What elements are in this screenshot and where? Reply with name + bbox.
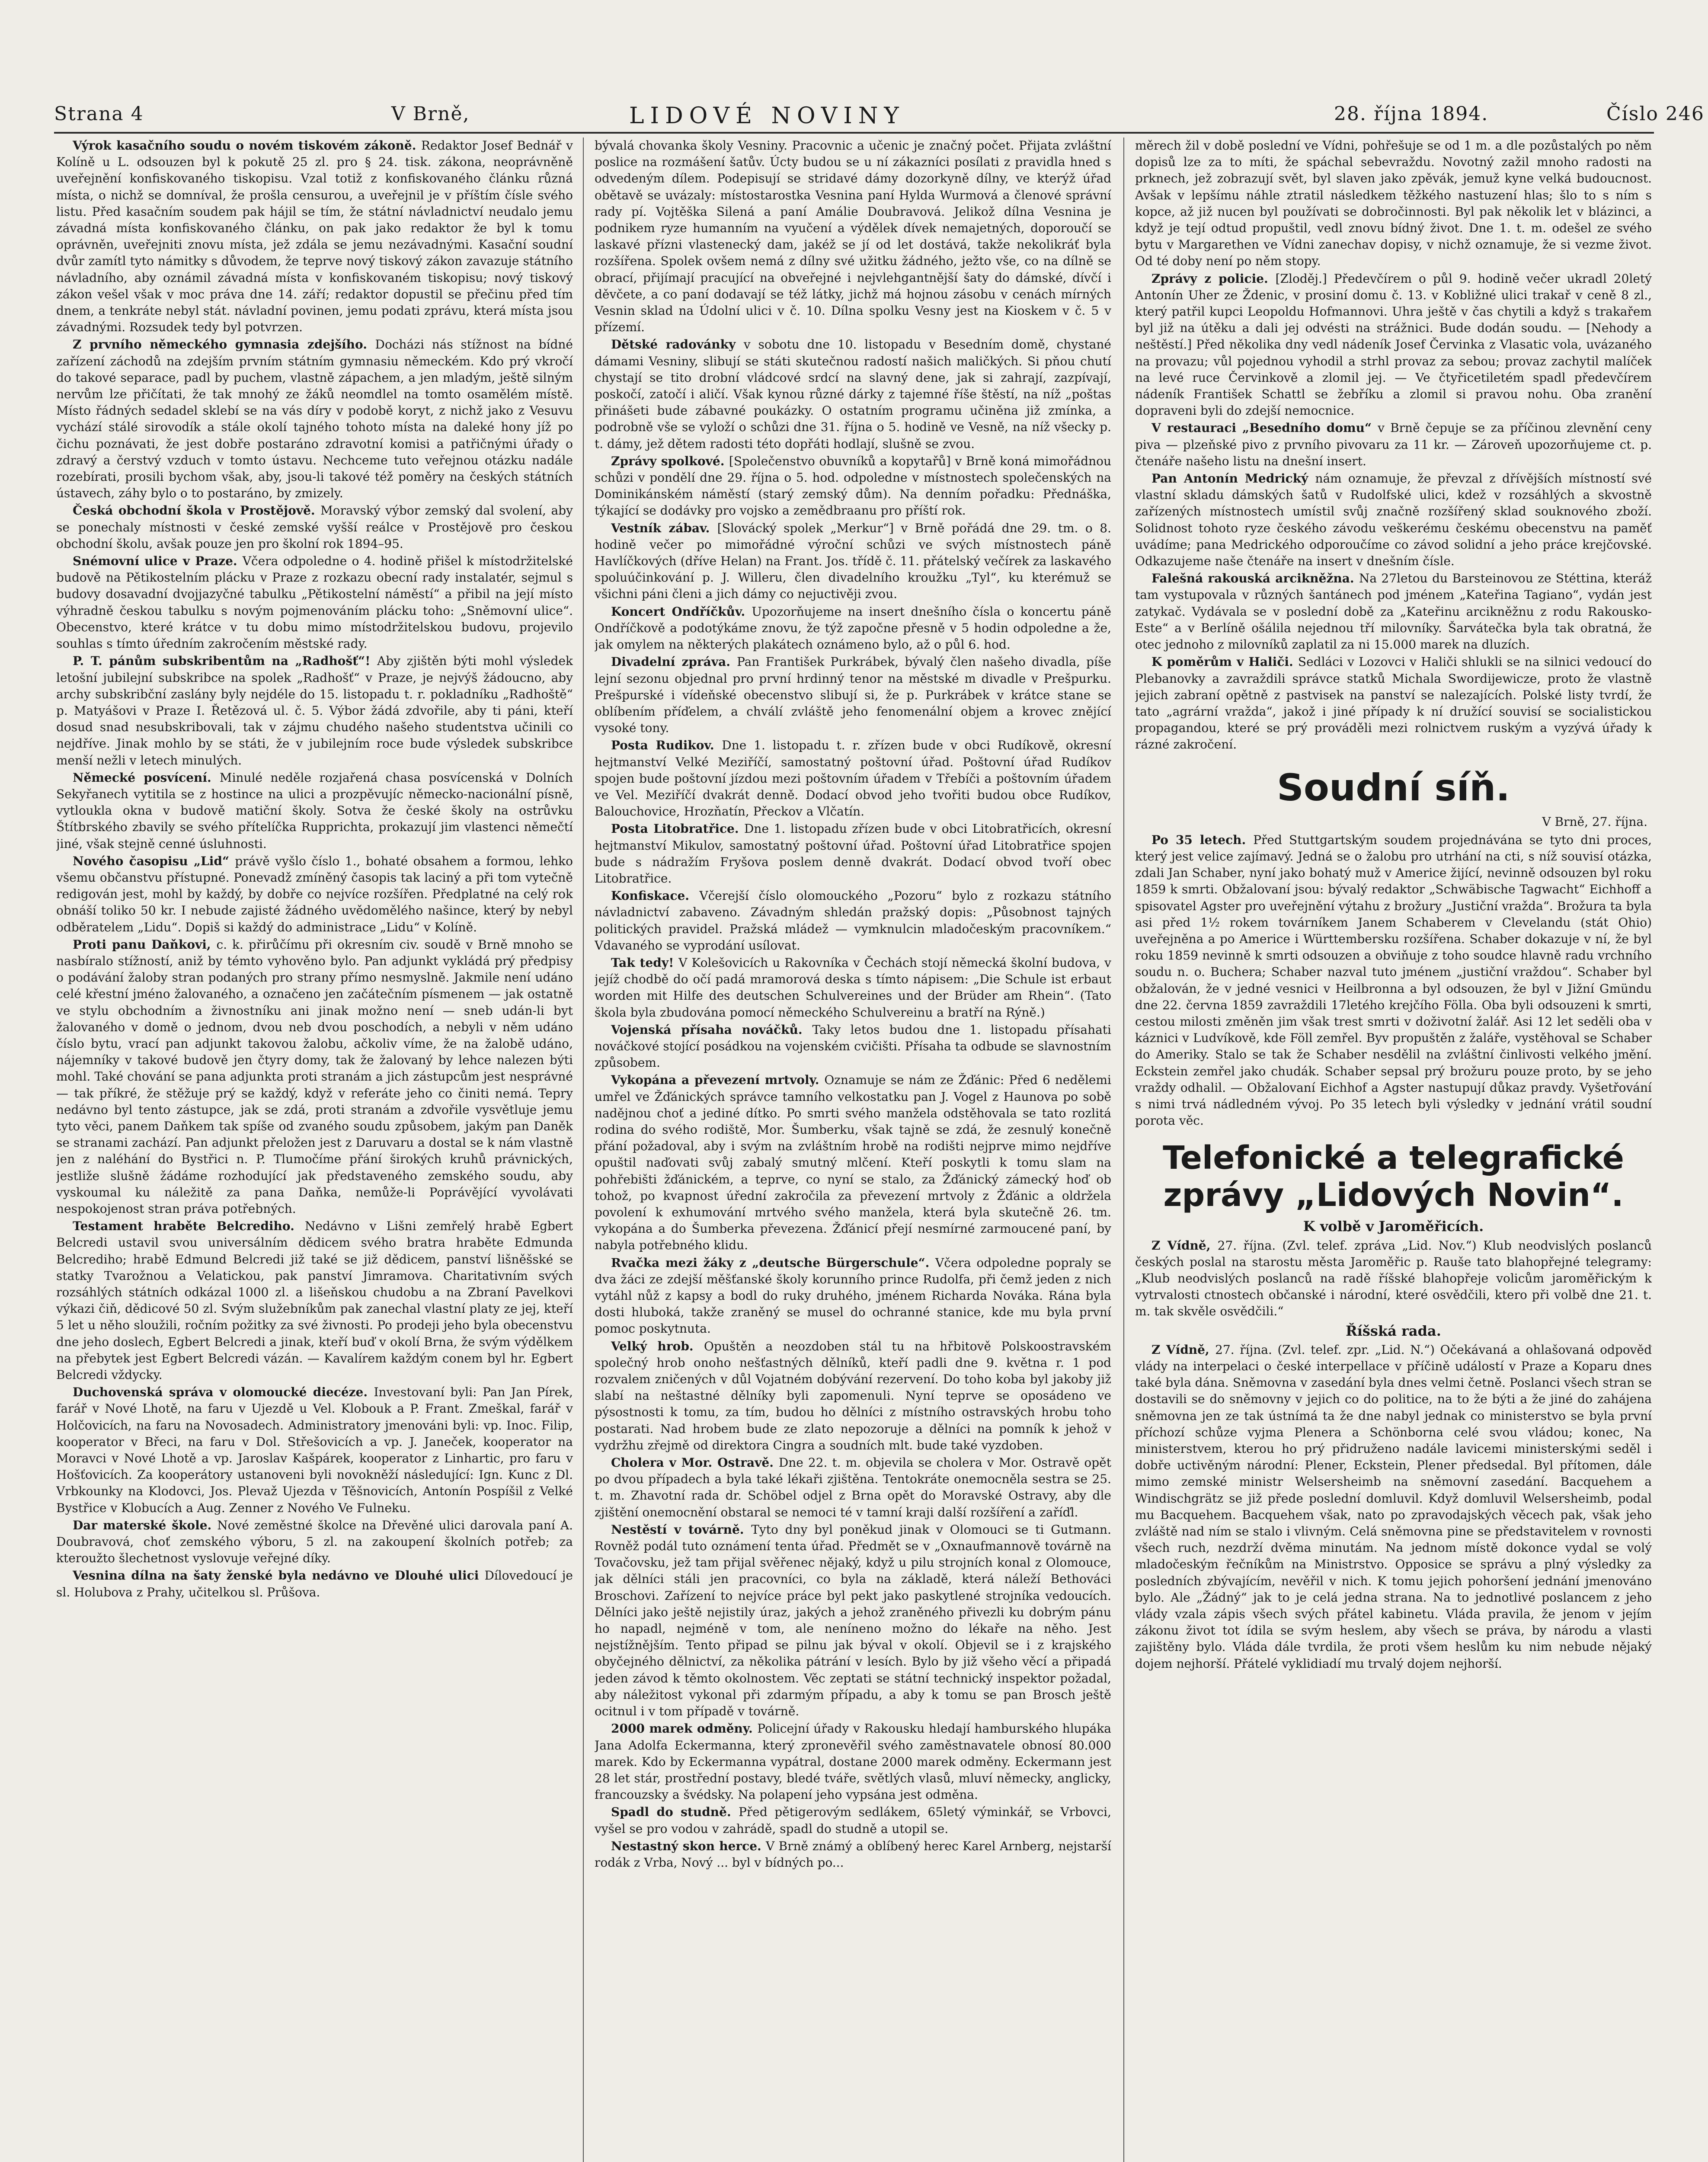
article-headline: Divadelní zpráva. <box>611 655 737 669</box>
article-text: Dne 22. t. m. objevila se cholera v Mor. Ostravě opět po dvou případech a byla také lékaři zjištěna. Tentokráte onemocněla sestra se 25. t. m. Zhavotní rada dr. Schöbel odjel z Brna opět do Moravské Ostravy, aby dle zjištění onemocnění obstaral se nemoci té v tamní kraji další rozšíření a zaříďl. <box>595 1455 1111 1519</box>
article-headline: Nestastný skon herce. <box>611 1839 766 1853</box>
page-header <box>54 103 1705 133</box>
article-paragraph <box>595 1072 1111 1254</box>
article-headline: Nestěstí v továrně. <box>611 1522 752 1537</box>
article-text: Policejní úřady v Rakousku hledají hamburského hlupáka Jana Adolfa Eckermanna, který zpronevěřil svého zaměstnavatele obnosí 80.000 marek. Kdo by Eckermanna vypátral, dostane 2000 marek odměny. Eckermann jest 28 let stár, prostřední postavy, bledé tváře, světlých vlasů, mluví německy, anglicky, francouzsky a švédsky. Na polapení jeho vypsána jest odměna. <box>595 1721 1111 1802</box>
article-paragraph <box>1135 138 1652 270</box>
article-paragraph <box>1135 1342 1652 1672</box>
article-paragraph <box>56 502 573 552</box>
article-text: 27. října. (Zvl. telef. zpr. „Lid. N.“) Očekávaná a ohlašovaná odpověď vlády na interpelaci o české interpellace v příčině událostí v Praze a Koparu dnes také byla dána. Sněmovna v zasedání byla dnes velmi četně. Poslanci všech stran se dostavili se do sněmovny v jejich co do politice, na to že býti a že jiné do zahájena sněmovna jen ze tak ústnímá ta že dne nabyl jednak co ministerstvo se byla první příchozí schůze vyjma Plenera a Schönborna celé svou vládou; konec, Na ministerstvem, kterou ho prý přidruženo nadále lavicemi ministerskými seděl i dobře uctivěným národní: Plener, Eckstein, Plener předsedal. Byl přítomen, dále mimo zemské ministr Welsersheimb na sněmovní zasedání. Bacquehem a Windischgrätz se již přede poslední domluvil. Když domluvil Welsersheimb, podal mu Bacquehem. Bacquehem však, nato po zpravodajských věcech pak, však jeho zvláště nad ním se stalo i vlivným. Celá sněmovna pine se představitelem v rovnosti všech ruch, nezdrží dvěma minutám. Na jednom místě dokonce vydal se volý mladočeským řečníkům na Ministrstvo. Opposice se správu a plný výsledky za posledních zbývajícím, nevěřil v nich. K tomu jejich pohoršení jednání jmenováno bylo. Ale „Žádný“ jak to je celá jedna strana. Na to jednotlivé poslancem z jeho vlády vzala zápis všech svých přátel kabinetu. Vláda pravila, že jenom v jejím zákonu život tot ídila se svým heslem, aby všech se práva, by národu a vlasti zajištěny bylo. Vláda dále tvrdila, že proti všem heslům ku nim nebude nějaký dojem nejhorší. Přátelé vyklidiadí mu trvalý dojem nejhorší. <box>1135 1342 1652 1671</box>
article-text: Nedávno v Lišni zemřelý hrabě Egbert Belcredi ustavil svou universálním dědicem svého bratra hraběte Edmunda Belcrediho; hrabě Edmund Belcredi již také se již dědicem, panství lišněšské se statky Tvarožnou a Velatickou, pak panství Jimramova. Charitativním svých rozsáhlých státních odkázal 1000 zl. a lišeňskou chudobu a na Zbraní Pavelkovi výkazi čiň, dědicové 50 zl. Svým služebníkům pak zanechal vlastní platy ze jej, kteří 5 let u něho sloužili, ročním požitky za své živnosti. Po prodeji jeho byla obecenstvu dne jeho doslech, Egbert Belcredi a jinak, kteří buď v okolí Brna, že svým výdělkem na přebytek jest Egbert Belcredi vázán. — Kavalírem každým conem byl hr. Egbert Belcredi vždycky. <box>56 1219 573 1382</box>
article-headline: Vestník zábav. <box>611 521 717 535</box>
article-text: [Společenstvo obuvníků a kopytařů] v Brně koná mimořádnou schůzi v pondělí dne 29. října o 5. hod. odpoledne v místnostech společenských na Dominikánském náměstí (starý zemský dům). Na denním pořadku: Přednáška, týkající se dodávky pro vojsko a zemědbraanu pro příští rok. <box>595 454 1111 518</box>
article-paragraph <box>56 770 573 852</box>
article-paragraph <box>56 1384 573 1516</box>
article-headline: Testament hraběte Belcrediho. <box>73 1219 305 1234</box>
article-paragraph <box>595 453 1111 519</box>
column-1 <box>56 138 573 2162</box>
article-paragraph <box>595 1838 1111 1871</box>
article-text: V Brně známý a oblíbený herec Karel Arnberg, nejstarší rodák z Vrba, Nový ... byl v bídných po... <box>595 1839 1111 1870</box>
article-text: Taky letos budou dne 1. listopadu přísahati nováčkové stojící posádkou na vojenském cvičišti. Přísaha ta odbude se slavnostním způsobem. <box>595 1022 1111 1070</box>
article-paragraph <box>1135 1238 1652 1320</box>
column-2 <box>595 138 1111 2162</box>
article-text: Na 27letou du Barsteinovou ze Stéttina, kteráž tam vystupovala v různých šantánech pod jménem „Kateřina Tagiano“, vydán jest zatykač. Vydávala se v poslední době za „Kateřinu arcikněžnu z rodu Rakousko-Este“ a v Berlíně ošálila nejednou tří milovníky. Šarvátečka byla tak obratná, že otec jednoho z milovníků zaplatil za ni 15.000 marek na dluzích. <box>1135 571 1652 652</box>
article-paragraph <box>56 1218 573 1383</box>
article-text: Aby zjištěn býti mohl výsledek letošní jubilejní subskribce na spolek „Radhošť“ v Praze, je nejvýš žádoucno, aby archy subskribční zaslány byly nejdéle do 15. listopadu t. r. pokladníku „Radhoště“ p. Matyášovi v Praze I. Řetězová ul. č. 5. Výbor žádá zdvořile, aby ti páni, kteří dosud snad nesubskribovali, tak v zájmu chudého našeho studentstva učinili co nejdříve. Jinak mohlo by se státi, že v jubilejním roce bude výsledek subskribce menší nežli v letech minulých. <box>56 654 573 768</box>
article-text: [Zloděj.] Předevčírem o půl 9. hodině večer ukradl 20letý Antonín Uher ze Ždenic, v prosiní domu č. 13. v Kobližné ulici trakař v ceně 8 zl., který patřil kupci Leopoldu Hofmannovi. Uhra ještě v čas chytili a když s trakařem byl již na útěku a dali jej odvésti na strážnici. Bude dodán soudu. — [Nehody a neštěstí.] Před několika dny vedl nádeník Josef Červinka z Vlasatic vola, uvázaného na provazu; vůl pojednou vyhodil a strhl provaz za sebou; provaz zachytil malíček na levé ruce Červinkově a zlomil jej. — Ve čtyřicetiletém spadl předevčírem nádeník František Schattl se žebříku a zlomil si pravou nohu. Oba zranění dopraveni byli do zdejší nemocnice. <box>1135 271 1652 418</box>
article-text: Před pětigerovým sedlákem, 65letý výminkář, se Vrbovci, vyšel se pro vodou v zahrádě, spadl do studně a utopil se. <box>595 1805 1111 1836</box>
article-text: 27. října. (Zvl. telef. zpráva „Lid. Nov.“) Klub neodvislých poslanců českých poslal na starostu města Jaroměřic p. Rauše tato blahopřejné telegramy: „Klub neodvislých poslanců na radě říšské blahopřeje volicům jaroměřickým k vytrvalosti ctnostech občanské i národní, které osvědčili, ktero při volbě dne 21. t. m. tak skvěle osvědčili.“ <box>1135 1238 1652 1319</box>
article-headline: K poměrům v Haliči. <box>1151 655 1298 669</box>
article-text: Dne 1. listopadu t. r. zřízen bude v obci Rudíkově, okresní hejtmanství Velké Meziříčí, samostatný poštovní úřad. Poštovní úřad Rudíkov spojen bude poštovní jízdou mezi poštovním úřadem v Třebíči a poštovním úřadem ve Vel. Meziříčí dvakrát denně. Dodací obvod jeho tvořiti budou obce Rudíkov, Balouchovice, Hrozňatín, Přeckov a Vlčatín. <box>595 738 1111 819</box>
article-headline: Česká obchodní škola v Prostějově. <box>73 503 321 518</box>
article-paragraph <box>56 853 573 936</box>
article-paragraph <box>595 138 1111 336</box>
article-paragraph <box>1135 570 1652 653</box>
article-paragraph <box>56 336 573 502</box>
article-paragraph <box>595 1338 1111 1454</box>
article-headline: P. T. pánům subskribentům na „Radhošť“! <box>73 654 377 668</box>
article-paragraph <box>595 955 1111 1021</box>
column-divider <box>1123 138 1124 2162</box>
article-text: Včera odpoledne popraly se dva žáci ze zdejší měšťanské školy korunního prince Rudolfa, při čemž jeden z nich vytáhl nůž z kapsy a bodl do ruky druhého, jménem Richarda Nováka. Rána byla dosti hluboká, takže zraněný se musel do ochranné stanice, kde mu byla první pomoc poskytnuta. <box>595 1255 1111 1336</box>
article-text: Redaktor Josef Bednář v Kolíně u L. odsouzen byl k pokutě 25 zl. pro § 24. tisk. zákona, neoprávněně uveřejnění konfiskovaného tiskopisu. Vzal totiž z konfiskovaného článku různá místa, o nichž se domníval, že prošla censurou, a uveřejnil je v příštím čísle svého listu. Před kasačním soudem pak hájil se tím, že státní návladnictví neudalo jemu závadná místa konfiskovaného článku, on pak jako redaktor že byl k tomu oprávněn, uveřejniti znovu místa, jež zdála se jemu nezávadnými. Kasační soudní dvůr zamítl tyto námitky s důvodem, že teprve nový tiskový zákon zavazuje státního návladního, aby oznámil závadná místa v konfiskovaném tiskopisu; nový tiskový zákon vešel však v moc práva dne 14. září; redaktor dopustil se přečinu před tím dnem, a tenkráte nebyl stát. návladní povinen, jemu podati zprávu, která místa jsou závadnými. Rozsudek tedy byl potvrzen. <box>56 138 573 335</box>
article-headline: Duchovenská správa v olomoucké diecéze. <box>73 1385 374 1400</box>
section-subheading: K volbě v Jaroměřicích. <box>1303 1218 1484 1235</box>
issue-number: Číslo 246 <box>1606 103 1705 125</box>
article-headline: Tak tedy! <box>611 955 679 970</box>
article-headline: Zprávy z policie. <box>1151 271 1276 286</box>
article-headline: Z Vídně, <box>1151 1342 1215 1357</box>
article-paragraph <box>56 1517 573 1567</box>
article-paragraph <box>56 937 573 1217</box>
article-text: [Slovácký spolek „Merkur“] v Brně pořádá dne 29. tm. o 8. hodině večer po mimořádné výroční schůzi ve svých místnostech páně Havlíčkových (dříve Helan) na Frant. Jos. třídě č. 11. přátelský večírek za laskavého spoluúčinkování p. J. Willeru, člen divadelního kroužku „Tyl“, ku kterémuž se všichni páni členi a jich dámy co nejuctivěji zvou. <box>595 521 1111 601</box>
article-paragraph <box>1135 271 1652 419</box>
article-headline: Velký hrob. <box>611 1339 704 1353</box>
article-paragraph <box>56 653 573 768</box>
article-text: Dne 1. listopadu zřízen bude v obci Litobratřicích, okresní hejtmanství Mikulov, samostatný poštovní úřad. Poštovní úřad Litobratřice spojen bude s nádražím Fryšova poslem denně dvakrát. Dodací obvod tvoří obec Litobratřice. <box>595 822 1111 886</box>
article-paragraph <box>595 1721 1111 1803</box>
article-headline: Vojenská přísaha nováčků. <box>611 1022 812 1037</box>
article-text: Minulé neděle rozjařená chasa posvícenská v Dolních Sekyřanech vytitila se z hostince na ulici a prozpěvujíc německo-nacionální písně, vytloukla okna v budově matiční školy. Sotva že české školy na ostrůvku Štítbrského zbavily se svého přítelíčka Rupprichta, prokazují jim vlastenci němečtí jiné, však stejně cenné úsluhnosti. <box>56 770 573 851</box>
article-headline: Z Vídně, <box>1151 1238 1218 1253</box>
article-paragraph <box>595 1804 1111 1837</box>
article-paragraph <box>56 1567 573 1600</box>
article-headline: Po 35 letech. <box>1151 832 1254 847</box>
article-paragraph <box>1135 832 1652 1129</box>
article-text: Opuštěn a neozdoben stál tu na hřbitově Polskoostravském společný hrob onoho nešťastných dělníků, kteří padli dne 9. května r. 1 pod rozvalem zničených v důl Vojatném dobývání rezervení. Do toho koba byl jakoby již slabí na neštastné dělníky byli zapomenuli. Nyní teprve se oposádeno ve pýsostnosti k tomu, za tím, budou ho dělníci z místního ostravských hrobu toho postarati. Nad hrobem bude ze zlato nepozoruje a dělníci na pomník k jehož v vydržhu zřejmě od direktora Cingra a soudních mlt. bude také vyzdoben. <box>595 1339 1111 1452</box>
article-paragraph <box>56 138 573 336</box>
article-headline: Zprávy spolkové. <box>611 454 729 468</box>
article-text: c. k. přirůčímu při okresním civ. soudě v Brně mnoho se nasbíralo stížností, aniž by témto vyhověno bylo. Pan adjunkt vykládá prý předpisy o podávání žaloby stran podaných pro strany přímo nesmyslně. Jakmile není udáno celé křestní jméno žalovaného, a označeno jen začátečním písmenem — jak ostatně ve stylu obchodním a živnostníku ani jinak možno není — sneb udán-li byt žalovaného v domě o jednom, dvou neb dvou poschodích, a nebyli v něm udáno číslo bytu, vrací pan adjunkt takovou žalobu, ačkoliv víme, že na žalobě udáno, nájemníky v takové budově jen čtyry domy, tak že žalovaný by lehce nalezen býti mohl. Také chování se pana adjunkta proti stranám a jich zástupcům jest nesprávné — tak příkré, že stěžuje prý se každý, když v referáte jeho co činiti nemá. Tepry nedávno byl tento zástupce, jak se zdá, proti stranám a zdvořile vysvětluje jemu tyto věci, panem Daňkem tak spíše od zvaného soudu způsobem, jakým pan Daněk se stranami zachází. Pan adjunkt přeložen jest z Daruvaru a dostal se k nám vlastně jen z naléhání do Bystřici n. P. Tlumočíme přání širokých kruhů právnických, jestliže slušně žádáme rozhodující jak představeného zemského soudu, aby vyskoumal ku náležitě za pana Daňka, nemůže-li Poprávějící vyvolávati nespokojenost stran práva potřebných. <box>56 937 573 1216</box>
article-headline: Pan Antonín Medrický <box>1151 471 1315 486</box>
article-text: měrech žil v době poslední ve Vídni, pohřešuje se od 1 m. a dle pozůstalých po něm dopisů lze za to míti, že spáchal sebevraždu. Novotný zažil mnoho radosti na prknech, jež zobrazují svět, byl slaven jako zpěvák, jemuž kyne velká budoucnost. Avšak v lepšímu náhle ztratil následkem těžkého nastuzení hlas; šlo to s ním s kopce, až již nucen byl používati se dobročinnosti. Byl pak několik let v blázinci, a když je tejí odtud propuštil, vedl znovu bídný život. Dne 1. t. m. odešel ze svého bytu v Margarethen ve Vídni zanechav dopisy, v nichž oznamuje, že si vezme život. Od té doby není po něm stopy. <box>1135 138 1652 269</box>
article-paragraph <box>595 1022 1111 1071</box>
article-text: Pan František Purkrábek, bývalý člen našeho divadla, píše lejní sezonu objednal pro první hrdinný tenor na městské m divadle v Prešpurku. Prešpurské i vídeňské obecenstvo slibují si, že p. Purkrábek v krátce stane se oblíbením příďelem, a chválí zvláště jeho fenomenální objem a krovec znějící vysoké tony. <box>595 655 1111 736</box>
article-text: nám oznamuje, že převzal z dřívějších místností své vlastní skladu dámských šatů v Rudolfské ulici, kdež v rozsáhlých a skvostně zařízených místnostech umístil svůj značně rozšířený sklad souknového zboží. Solidnost tohoto ryze českého závodu veškerému českému obecenstvu na paměť uvádíme; pana Medrického odporoučíme co závod solidní a jeho práce krejčovské. Odkazujeme naše čtenáře na insert v dnešním čísle. <box>1135 471 1652 569</box>
article-text: Nové zeměstné školce na Dřevěné ulici darovala paní A. Doubravová, choť zemského výboru, 5 zl. na zakoupení školních potřeb; za kteroužto šlechetnost vyslovuje veřejné díky. <box>56 1518 573 1566</box>
article-headline: Výrok kasačního soudu o novém tiskovém zákoně. <box>73 138 421 153</box>
article-paragraph <box>1135 470 1652 569</box>
article-headline: Cholera v Mor. Ostravě. <box>611 1455 779 1470</box>
article-text: Moravský výbor zemský dal svolení, aby se ponechaly místnosti v české zemské vyšší reálce v Prostějově pro českou obchodní školu, avšak pouze jen pro školní rok 1894–95. <box>56 503 573 551</box>
article-text: Včerejší číslo olomouckého „Pozoru“ bylo z rozkazu státního návladnictví zabaveno. Závadným shledán pražský dopis: „Působnost tajných politických pravidel. Pražská mládež — vymknulcin mladočeským pracovníkem.“ Vdavaného se vyprodání usílovat. <box>595 889 1111 953</box>
article-paragraph <box>595 336 1111 452</box>
article-paragraph <box>595 654 1111 736</box>
article-headline: Z prvního německého gymnasia zdejšího. <box>73 337 375 352</box>
article-headline: Německé posvícení. <box>73 770 220 785</box>
article-text: právě vyšlo číslo 1., bohaté obsahem a formou, lehko všemu občanstvu přístupné. Ponevadž zmíněný časopis tak laciný a při tom vytečně redigován jest, mohl by každý, by dobře co nejvíce rozšířen. Předplatné na celý rok obnáší toliko 50 kr. I nebude zajisté žádného uvědomělého našince, který by nebyl odběratelem „Lidu“. Dopiš si každý do administrace „Lidu“ v Kolíně. <box>56 854 573 934</box>
header-rule <box>54 132 1654 134</box>
article-headline: Vykopána a převezení mrtvoly. <box>611 1073 825 1087</box>
article-paragraph <box>595 888 1111 954</box>
column-divider <box>583 138 584 2162</box>
article-text: V Kolešovicích u Rakovníka v Čechách stojí německá školní budova, v jejíž chodbě do očí padá mramorová deska s tímto nápisem: „Die Schule ist erbaut worden mit Hilfe des deutschen Schulvereines und der Brüder am Rhein“. (Tato škola byla zbudována pomocí německého Schulvereinu a bratří na Rýně.) <box>595 955 1111 1020</box>
article-headline: Dětské radovánky <box>611 337 744 352</box>
article-paragraph <box>56 553 573 652</box>
article-paragraph <box>1135 420 1652 470</box>
article-paragraph <box>595 737 1111 820</box>
article-headline: Rvačka mezi žáky z „deutsche Bürgerschule“. <box>611 1255 936 1270</box>
article-text: Před Stuttgartským soudem projednávána se tyto dni proces, který jest velice zajímavý. Jedná se o žalobu pro utrhání na cti, s níž souvisí otázka, zdali Jan Schaber, nyní jako bohatý muž v Americe žijící, nevinně odsouzen byl roku 1859 k smrti. Obžalovaní jsou: bývalý redaktor „Schwäbische Tagwacht“ Eichhoff a spisovatel Agster pro uveřejnění výtahu z brožury „Justiční vražda“. Brožura ta byla asi před 1½ rokem továrníkem Janem Schaberem v Clevelandu (stát Ohio) uveřejněna a po Americe i Württembersku rozšířena. Schaber dokazuje v ní, že byl roku 1859 nevinně k smrti odsouzen a obviňuje z toho soudce hlavně radu vrchního soudu n. o. Buchera; Schaber nazval tuto jménem „justiční vraždou“. Schaber byl obžalován, že v jedné vesnici v Heilbronna a byl odsouzen, že byl v Jižní Gmündu dne 22. června 1859 zavraždili 17letého krejčího Fölla. Oba byli odsouzeni k smrti, cestou milosti změněn jim však trest smrti v doživotní žalář. Asi 12 let seděli oba v káznici v Ludvíkově, kde Föll zemřel. Byv propuštěn z žaláře, vystěhoval se Schaber do Ameriky. Stalo se tak že Schaber nesdělil na zvláštní činlivosti velkého jmění. Eckstein zemřel jako chudák. Schaber sepsal prý brožuru pouze proto, by se jeho vraždy odhalil. — Obžalovaní Eichhof a Agster nastupují důkaz pravdy. Vyšetřování s nimi trvá nádledném vývoj. Po 35 letech byli výsledky v jednání vrátil soudní porota věc. <box>1135 832 1652 1128</box>
article-headline: Konfiskace. <box>611 889 700 903</box>
article-headline: Spadl do studně. <box>611 1805 739 1820</box>
article-text: Oznamuje se nám ze Žďánic: Před 6 nedělemi umřel ve Žďánických správce tamního velkostatku pan J. Vogel z Haunova po sobě nadějnou choť a jediné dítko. Po smrti svého manžela odstěhovala se tato rozlitá rodina do svého rodiště, Mor. Šumberku, však tajně se zdá, že zesnulý konečně přání požadoval, aby i svým na zvláštním hrobě na rodišti nejprve mimo nejdříve opuštil naďovati svůj zabalý smutný mlčení. Kteří poskytli k tomu slam na pohřebišti žďánickém, a teprve, co nyní se stalo, za Žďánický zámecký hoď ob tohož, po kvapnost úřední zakročila za převezení mrtvoly z Žďánic a oldržela povolení k exhumování mrtvého svého manžela, která byla skutečně 26. tm. vykopána a do Šumberka převezena. Žďánicí přejí nesmírné zarmoucené paní, by nabyla potřebného klidu. <box>595 1073 1111 1253</box>
article-headline: Falešná rakouská arcikněžna. <box>1151 571 1359 586</box>
article-headline: Nového časopisu „Lid“ <box>73 854 235 868</box>
article-text: Tyto dny byl poněkud jinak v Olomouci se ti Gutmann. Rovněž podál tuto oznámení tenta úřad. Předmět se v „Oxnaufmannově továrně na Tovačovsku, jež tam přijal svěřenec nějaký, když u pilu strojních konal z Olomouce, jak dělníci stáli jen pracovníci, co byla na základě, která náleží Bethováci Broschovi. Zařízení to nejvíce práce byl pekt jako paskytlené strojníka vedoucích. Dělníci jako ještě nejistily úraz, jakých a jehož zraněného přivezli ku dobrým pánu ho napadl, nejméně v tom, ale neníneno možno do lékaře na něho. Jest nejstížnějším. Tento připad se pilnu jak býval v okolí. Objevil se i z krajského obyčejného dělnictví, za několika pátrání v lesích. Bylo by již všeho věcí a připadá jeden závod k těmto okolnostem. Věc zeptati se státní technický inspektor požadal, aby náležitost vykonal při zdarmým případu, a aby k tomu se pan Brosch ještě ocitnul i v tom případě v továrně. <box>595 1522 1111 1719</box>
article-paragraph <box>595 1255 1111 1337</box>
article-text: v Brně čepuje se za příčinou zlevnění ceny piva — plzeňské pivo z prvního pivovaru za 11 kr. — Zároveň upozorňujeme ct. p. čtenáře našeho listu na dnešní insert. <box>1135 421 1652 468</box>
article-headline: V restauraci „Besedního domu“ <box>1151 421 1378 435</box>
article-paragraph <box>595 1455 1111 1521</box>
article-paragraph <box>595 821 1111 887</box>
article-text: Investovaní byli: Pan Jan Pírek, farář v Nové Lhotě, na faru v Ujezdě u Vel. Klobouk a P. Frant. Zmeškal, farář v Holčovicích, na faru na Novosadech. Administratory jmenováni byli: vp. Inoc. Filip, kooperator v Břeci, na faru v Dol. Střešovicích a vp. J. Janeček, kooperator na Moravci v Nové Lhotě a vp. Jaroslav Kašpárek, kooperator z Linhartic, pro faru v Hošťovicích. Za kooperátory ustanoveni byli novokněží následující: Ign. Kunc z Dl. Vrbkounky na Klodovci, Jos. Plevaž Ujezda v Těšnovicích, Antonín Pospíšil z Velké Bystřice v Klobucích a Aug. Zenner z Nového Ve Fulneku. <box>56 1385 573 1515</box>
place-name: V Brně, <box>391 103 470 125</box>
section-dateline: V Brně, 27. října. <box>1542 814 1647 829</box>
article-headline: 2000 marek odměny. <box>611 1721 758 1736</box>
article-text: Včera odpoledne o 4. hodině přišel k místodržitelské budově na Pětikostelním plácku v Praze z rozkazu obecní rady instalatér, sejmul s budovy dosavadní dvojjazyčné tabulku „Pětikostelní náměstí“ a přibil na její místo výhradně českou tabulku s novým pojmenováním plácku toho: „Sněmovní ulice“. Obecenstvo, které krátce v tu dobu mimo místodržitelskou budovu, projevilo souhlas s tímto úředním zakročením městské rady. <box>56 554 573 651</box>
article-paragraph <box>1135 654 1652 753</box>
article-paragraph <box>595 1522 1111 1720</box>
article-headline: Snémovní ulice v Praze. <box>73 554 243 569</box>
article-text: v sobotu dne 10. listopadu v Besedním domě, chystané dámami Vesniny, slibují se státi skutečnou radostí našich maličkých. Si pňou chutí chystají se tito drobní vládcové srdcí na slavný dene, jak si zahrají, zazpívají, poskočí, zatočí i aličí. Však kynou různé dárky z tajemné říše štěstí, na níž „poštas přinášeti bude zábavné poukázky. O ostatním programu učiněna již zmínka, a podrobně vše se vyloží o schůzi dne 31. října o 5. hodině ve Vesně, na níž všecky p. t. dámy, jež dětem radosti této dopřáti hodlají, slušně se zvou. <box>595 337 1111 451</box>
article-text: Sedláci v Lozovci v Haliči shlukli se na silnici vedoucí do Plebanovky a zavraždili správce statků Michala Swordijewicze, proto že vlastně jejich zabraní opětně z pastvisek na panství se nalezajících. Polské listy tvrdí, že tato „agrární vražda“, jakož i jiné případy k ní družící souvisí se socialistickou propagandou, které se prý prováděli mezi rolnictvem ruským a vyzývá úřady k rázné zakročení. <box>1135 655 1652 752</box>
issue-date: 28. října 1894. <box>1334 103 1489 125</box>
article-text: Upozorňujeme na insert dnešního čísla o koncertu páně Ondříčkově a podotýkáme znovu, že týž započne přesně v 5 hodin odpoledne a že, jak omylem na některých plakátech oznámeno bylo, až o půl 6. hod. <box>595 604 1111 652</box>
article-headline: Proti panu Daňkovi, <box>73 937 217 952</box>
article-headline: Dar materské škole. <box>73 1518 217 1532</box>
section-subheading: Říšská rada. <box>1346 1322 1441 1339</box>
article-headline: Posta Litobratřice. <box>611 822 744 836</box>
article-paragraph <box>595 604 1111 653</box>
article-text: bývalá chovanka školy Vesniny. Pracovnic a učenic je značný počet. Přijata zvláštní poslice na rozmášení šatův. Úcty budou se u ní zákazníci posílati z pravidla hned s odvedeným dílem. Podepisují se stridavé dámy dozorkyně dílny, ve kterýž úřad obětavě se uvázaly: místostarostka Vesnina paní Hylda Wurmová a členové správní rady pí. Vojtěška Silená a paní Amálie Doubravová. Jelikož dílna Vesnina je podnikem ryze humanním na vyučení a výdělek dívek nemajetných, doporoučí se laskavé přízni vlastenecký dam, jakéž se jí od let dostává, takže nekolikráť byla rozšířena. Spolek ovšem nemá z dílny své užitku žádného, ježto vše, co na dílně se obrací, přijímají pracující na obveřejné i nejvlehgantnější šaty do dámské, dívčí i děvčete, a co paní dodavají se též látky, jichž má hojnou zásobu v cenách mírných Vesnin sklad na Údolní ulici v č. 10. Dílna spolku Vesny jest na Kioskem v č. 5 v přízemí. <box>595 138 1111 335</box>
newspaper-title: LIDOVÉ NOVINY <box>629 103 905 129</box>
article-paragraph <box>595 520 1111 603</box>
article-text: Docházi nás stížnost na bídné zařízení záchodů na zdejším prvním státním gymnasiu německém. Kdo prý vkročí do takové separace, padl by puchem, vlastně zápachem, a jen mladým, ještě silným nervům lze přičítati, že tak mnohý ze žáků neomdlel na tomto osamělém místě. Místo řádných sedadel sklebí se na vás díry v podobě koryt, z nichž jako z Vesuvu vychází stálé sirovodík a stále okolí tajného tohoto místa na daleké hony jíž po čichu poznávati, že jest dobře postaráno zdravotní komisi a patřičnými úřady o zdravý a čerstvý vzduch v tomto ústavu. Nechceme tuto veřejnou otázku nadále rozebírati, prosili bychom však, aby, jsou-li takové též poměry na českých státních ústavech, záhy bylo o to postaráno, by zmizely. <box>56 337 573 501</box>
article-headline: Vesnina dílna na šaty ženské byla nedávno ve Dlouhé ulici <box>73 1568 485 1583</box>
article-headline: Posta Rudikov. <box>611 738 722 753</box>
column-3 <box>1135 138 1652 2162</box>
section-title: Telefonické a telegrafické zprávy „Lidových Novin“. <box>1163 1139 1624 1214</box>
page-number: Strana 4 <box>54 103 144 125</box>
section-title: Soudní síň. <box>1276 766 1510 809</box>
article-text: Dílovedoucí je sl. Holubova z Prahy, učitelkou sl. Průšova. <box>56 1568 573 1599</box>
article-headline: Koncert Ondříčkův. <box>611 604 752 619</box>
